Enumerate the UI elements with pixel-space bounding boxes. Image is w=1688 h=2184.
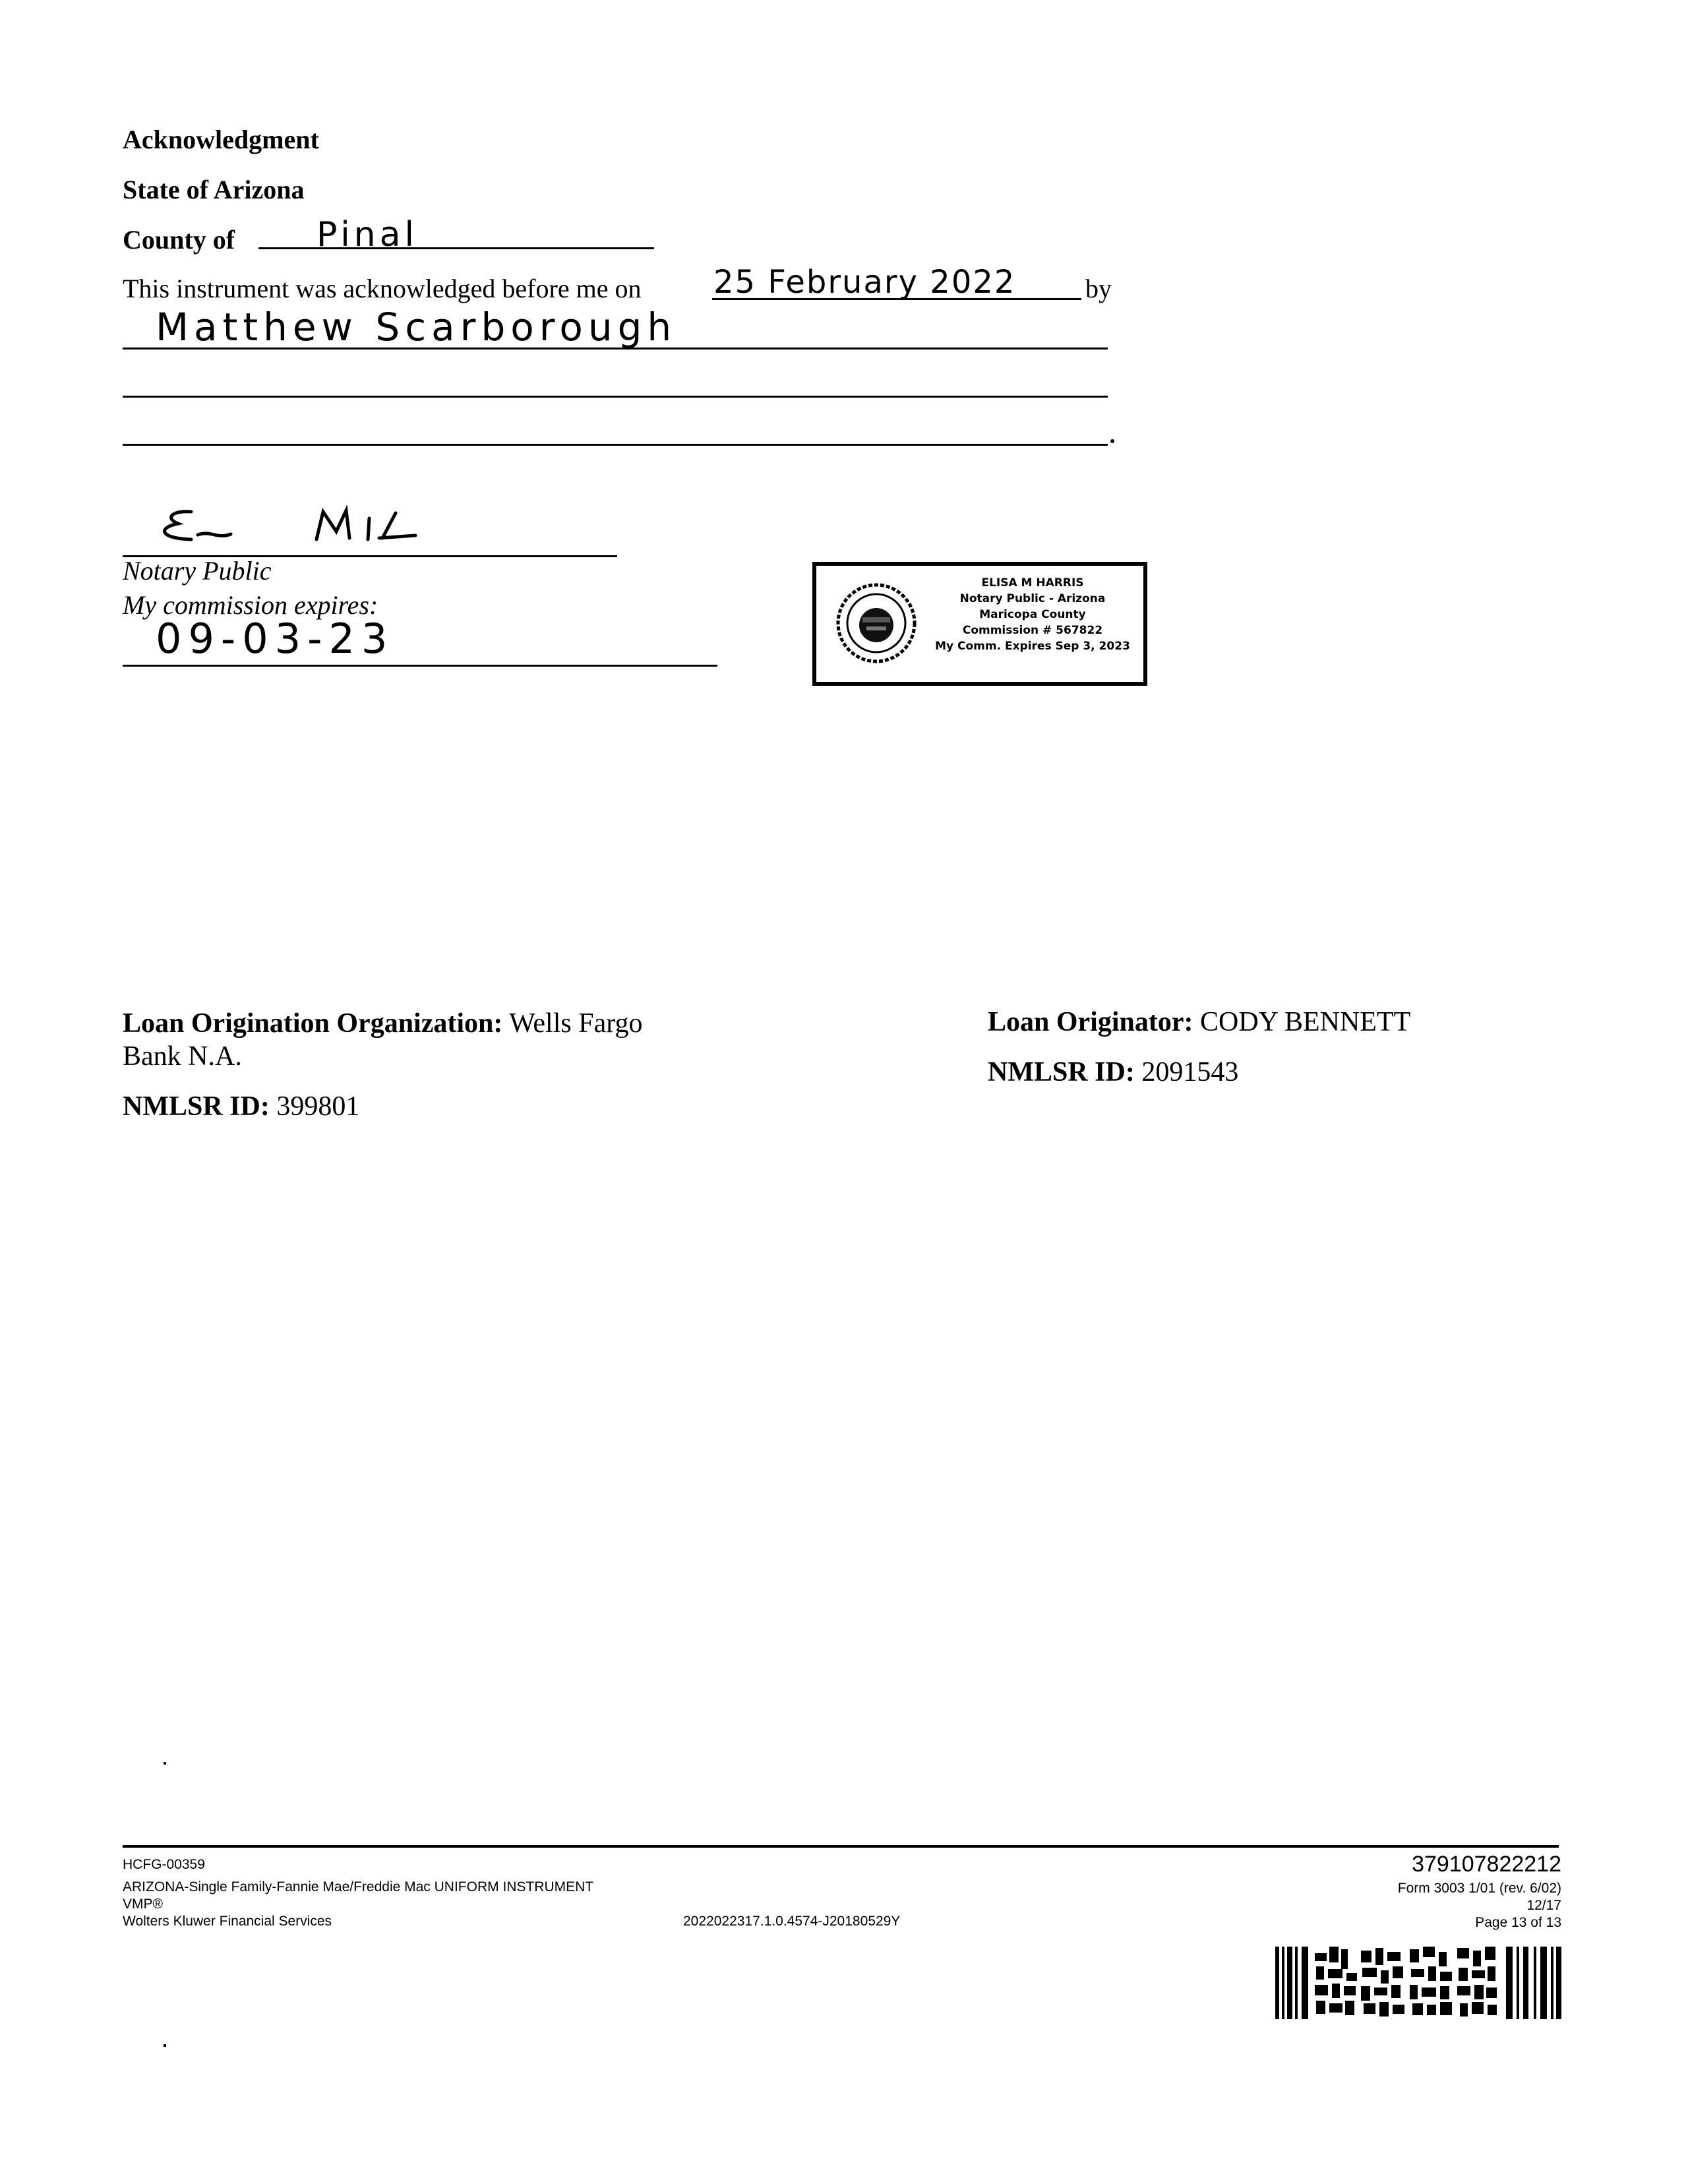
loan-org-nmls-value: 399801 <box>276 1091 360 1122</box>
by-label: by <box>1085 274 1112 303</box>
footer-instrument: ARIZONA-Single Family-Fannie Mae/Freddie Mac UNIFORM INSTRUMENT <box>123 1879 594 1895</box>
stamp-text <box>927 575 1138 654</box>
footer-code: HCFG-00359 <box>123 1857 205 1872</box>
loan-org-line <box>123 1008 642 1039</box>
notary-stamp <box>812 562 1147 686</box>
loan-originator-label: Loan Originator: <box>988 1007 1193 1037</box>
loan-org-nmls <box>123 1091 359 1122</box>
loan-originator-nmls-value: 2091543 <box>1141 1057 1239 1087</box>
barcode-icon <box>1275 1947 1561 2019</box>
loan-org-value: Wells Fargo <box>509 1008 643 1039</box>
loan-originator-line <box>988 1006 1410 1038</box>
expiry-handwritten: 09-03-23 <box>156 615 394 663</box>
acknowledgment-heading: Acknowledgment <box>123 125 319 154</box>
state-heading: State of Arizona <box>123 175 305 204</box>
loan-org-label: Loan Origination Organization: <box>123 1008 503 1039</box>
footer-doc-id: 2022022317.1.0.4574-J20180529Y <box>683 1914 901 1929</box>
commission-label: My commission expires: <box>123 590 378 620</box>
instrument-text: This instrument was acknowledged before me on <box>123 274 642 303</box>
stray-mark <box>164 2044 166 2047</box>
footer-vmp: VMP® <box>123 1896 163 1912</box>
footer-rev: 12/17 <box>1526 1898 1561 1913</box>
loan-org-value-continued: Bank N.A. <box>123 1041 242 1072</box>
name-line-2 <box>123 396 1108 398</box>
name-handwritten: Matthew Scarborough <box>156 305 677 349</box>
stamp-county: Maricopa County <box>979 608 1086 621</box>
arizona-state-seal-icon <box>833 580 919 666</box>
footer-form: Form 3003 1/01 (rev. 6/02) <box>1397 1881 1561 1896</box>
expiry-line <box>123 665 717 667</box>
stamp-title: Notary Public - Arizona <box>959 592 1106 605</box>
footer-rule <box>123 1845 1559 1848</box>
footer-publisher: Wolters Kluwer Financial Services <box>123 1914 332 1929</box>
footer-page: Page 13 of 13 <box>1475 1915 1561 1930</box>
stamp-expires: My Comm. Expires Sep 3, 2023 <box>935 640 1130 653</box>
date-handwritten: 25 February 2022 <box>713 264 1016 301</box>
stamp-commission: Commission # 567822 <box>962 624 1103 637</box>
notary-public-label: Notary Public <box>123 556 272 586</box>
county-handwritten: Pinal <box>316 215 418 255</box>
name-line-3 <box>123 444 1108 446</box>
loan-originator-value: CODY BENNETT <box>1200 1007 1411 1037</box>
notary-signature <box>152 505 442 561</box>
loan-originator-nmls-label: NMLSR ID: <box>988 1057 1135 1087</box>
stamp-name: ELISA M HARRIS <box>981 576 1084 590</box>
period-dot <box>1110 439 1114 443</box>
footer-loan-number: 379107822212 <box>1412 1852 1561 1877</box>
loan-originator-nmls <box>988 1056 1238 1088</box>
county-label: County of <box>123 225 235 255</box>
loan-org-nmls-label: NMLSR ID: <box>123 1091 270 1122</box>
stray-mark <box>164 1762 166 1765</box>
